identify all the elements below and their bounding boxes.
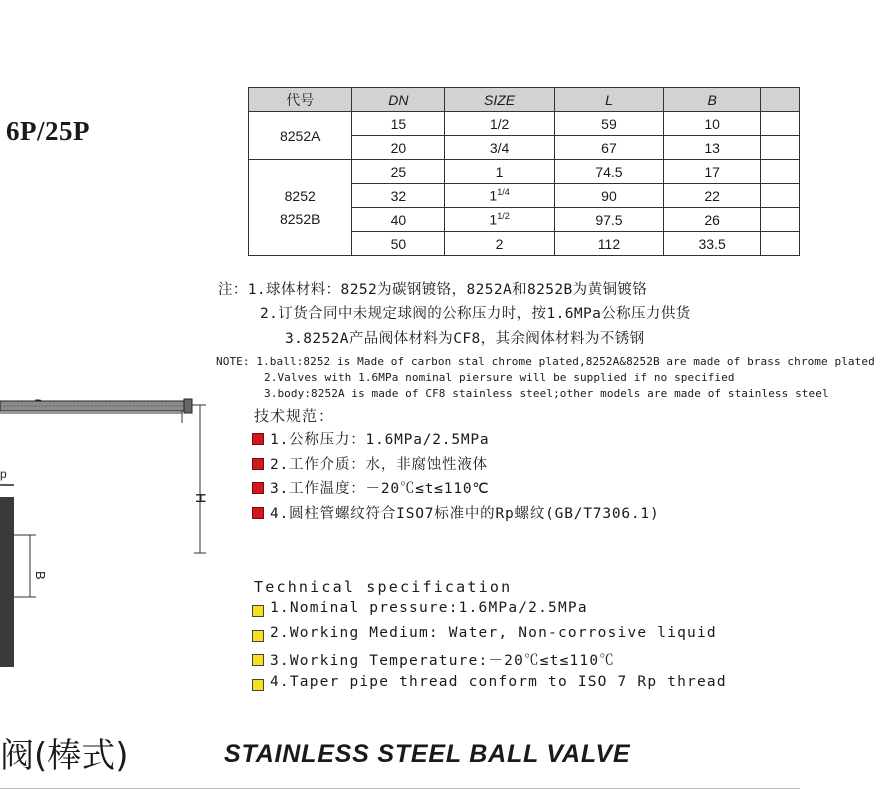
cut-off-cell: [761, 136, 800, 160]
dn-cell: 15: [352, 112, 445, 136]
cut-off-cell: [761, 112, 800, 136]
header-dn: DN: [352, 88, 445, 112]
yellow-marker-icon: [252, 630, 264, 642]
red-marker-icon: [252, 482, 264, 494]
cut-off-cell: [761, 208, 800, 232]
cut-off-cell: [761, 184, 800, 208]
tech-spec-en-title: Technical specification: [254, 578, 513, 596]
spec-table: [248, 87, 800, 256]
header-b: B: [664, 88, 761, 112]
dimension-b-label: B: [33, 571, 48, 580]
red-marker-icon: [252, 433, 264, 445]
product-title-cn: 阀(棒式): [0, 736, 129, 776]
bottom-divider: [0, 788, 800, 789]
table-header-row: [249, 88, 800, 112]
code-cell: 8252A: [249, 112, 352, 160]
yellow-marker-icon: [252, 654, 264, 666]
product-title-en: STAINLESS STEEL BALL VALVE: [224, 740, 631, 768]
size-whole: 1: [489, 187, 498, 204]
l-cell: 59: [554, 112, 663, 136]
b-cell: 33.5: [664, 232, 761, 256]
l-cell: 97.5: [554, 208, 663, 232]
code-cell: [249, 160, 352, 256]
b-cell: 26: [664, 208, 761, 232]
note-cn-3: 3.8252A产品阀体材料为CF8，其余阀体材料为不锈钢: [285, 331, 645, 347]
yellow-marker-icon: [252, 605, 264, 617]
size-cell: 2: [445, 232, 555, 256]
header-l: L: [554, 88, 663, 112]
size-cell: 1: [445, 160, 555, 184]
size-whole: 1: [489, 211, 498, 228]
table-row: [249, 160, 800, 184]
table-row: [249, 112, 800, 136]
dn-cell: 50: [352, 232, 445, 256]
size-cell: 3/4: [445, 136, 555, 160]
valve-body: [0, 497, 14, 667]
model-heading: 6P/25P: [6, 116, 90, 146]
l-cell: 90: [554, 184, 663, 208]
red-marker-icon: [252, 458, 264, 470]
tech-spec-cn-title: 技术规范：: [254, 407, 335, 425]
note-cn-1: 注：1.球体材料：8252为碳钢镀铬，8252A和8252B为黄铜镀铬: [218, 282, 648, 298]
header-cut-off: [761, 88, 800, 112]
l-cell: 112: [554, 232, 663, 256]
header-code: 代号: [249, 88, 352, 112]
size-cell: [445, 208, 555, 232]
dn-cell: 25: [352, 160, 445, 184]
note-cn-2: 2.订货合同中未规定球阀的公称压力时，按1.6MPa公称压力供货: [260, 306, 691, 322]
dn-cell: 40: [352, 208, 445, 232]
code-line: 8252B: [279, 210, 321, 227]
l-cell: 67: [554, 136, 663, 160]
cut-off-cell: [761, 232, 800, 256]
red-marker-icon: [252, 507, 264, 519]
dn-cell: 20: [352, 136, 445, 160]
yellow-marker-icon: [252, 679, 264, 691]
note-en-2: 2.Valves with 1.6MPa nominal piersure will be supplied if no specified: [264, 371, 735, 384]
dimension-h-label: H: [193, 493, 209, 504]
size-fraction: 1/4: [497, 187, 510, 198]
size-cell: 1/2: [445, 112, 555, 136]
size-fraction: 1/2: [497, 211, 510, 222]
code-line: 8252: [284, 188, 316, 205]
b-cell: 10: [664, 112, 761, 136]
note-en-3: 3.body:8252A is made of CF8 stainless steel;other models are made of stainless steel: [264, 387, 829, 400]
dn-cell: 32: [352, 184, 445, 208]
valve-drawing: [0, 385, 220, 685]
b-cell: 17: [664, 160, 761, 184]
b-cell: 13: [664, 136, 761, 160]
header-size: SIZE: [445, 88, 555, 112]
port-label: p: [0, 467, 7, 481]
size-cell: [445, 184, 555, 208]
b-cell: 22: [664, 184, 761, 208]
cut-off-cell: [761, 160, 800, 184]
note-en-1: NOTE: 1.ball:8252 is Made of carbon stal chrome plated,8252A&8252B are made of brass chrome plated: [216, 355, 875, 368]
l-cell: 74.5: [554, 160, 663, 184]
